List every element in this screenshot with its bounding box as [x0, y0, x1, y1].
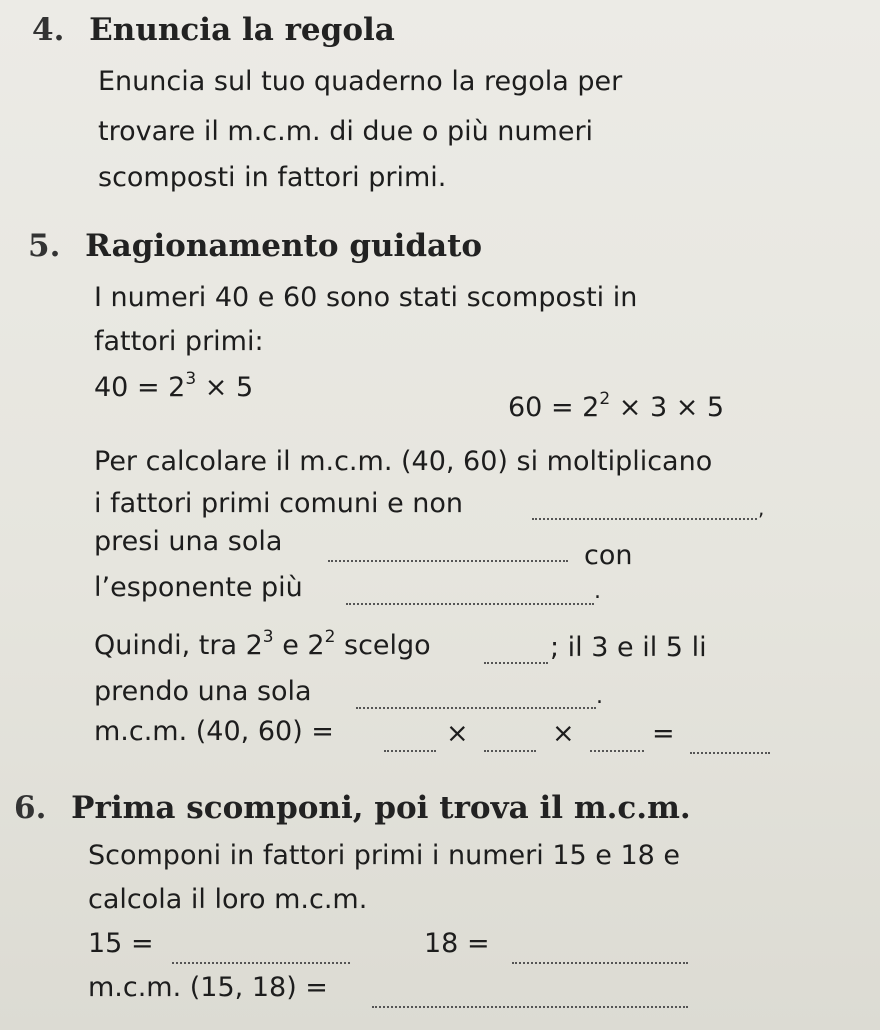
- exercise-5-intro: fattori primi:: [94, 326, 264, 357]
- exercise-4-line: scomposti in fattori primi.: [98, 162, 447, 193]
- exercise-5-paragraph: Per calcolare il m.c.m. (40, 60) si moltiplicano: [94, 446, 713, 477]
- exercise-5-heading: [28, 228, 482, 264]
- equals-sign: =: [652, 718, 675, 749]
- answer-blank[interactable]: [690, 730, 770, 754]
- punctuation: .: [596, 684, 603, 709]
- punctuation: .: [594, 579, 601, 604]
- answer-blank[interactable]: [346, 581, 594, 605]
- answer-blank[interactable]: [384, 728, 436, 752]
- exercise-4-line: trovare il m.c.m. di due o più numeri: [98, 116, 594, 147]
- answer-blank[interactable]: [372, 984, 688, 1008]
- answer-blank[interactable]: [532, 496, 757, 520]
- exercise-6-heading: [14, 790, 691, 826]
- answer-blank[interactable]: [484, 640, 548, 664]
- exercise-5-intro: I numeri 40 e 60 sono stati scomposti in: [94, 282, 638, 313]
- times-sign: ×: [552, 718, 575, 749]
- answer-blank[interactable]: [484, 728, 536, 752]
- mcm-15-18-label: m.c.m. (15, 18) =: [88, 972, 328, 1003]
- factorization-18-label: 18 =: [424, 928, 490, 959]
- exercise-4-number: 4.: [32, 12, 65, 48]
- exercise-6-line: Scomponi in fattori primi i numeri 15 e 18 e: [88, 840, 680, 871]
- answer-blank[interactable]: [328, 538, 568, 562]
- exercise-5-title: Ragionamento guidato: [85, 228, 483, 264]
- times-sign: ×: [446, 718, 469, 749]
- answer-blank[interactable]: [590, 728, 644, 752]
- exercise-6-number: 6.: [14, 790, 47, 826]
- answer-blank[interactable]: [172, 940, 350, 964]
- answer-blank[interactable]: [356, 685, 596, 709]
- exercise-5-paragraph: l’esponente più: [94, 572, 303, 603]
- exercise-5-paragraph: i fattori primi comuni e non: [94, 488, 464, 519]
- exercise-5-paragraph: con: [584, 540, 633, 571]
- exercise-4-title: Enuncia la regola: [89, 12, 395, 48]
- exercise-5-paragraph: prendo una sola: [94, 676, 312, 707]
- factorization-15-label: 15 =: [88, 928, 154, 959]
- exercise-5-number: 5.: [28, 228, 61, 264]
- factorization-40: $40 = 2^3 \times 5$: [94, 369, 254, 403]
- mcm-40-60-label: m.c.m. (40, 60) =: [94, 716, 334, 747]
- exercise-4-line: Enuncia sul tuo quaderno la regola per: [98, 66, 623, 97]
- exercise-5-paragraph: ; il 3 e il 5 li: [550, 632, 707, 663]
- exercise-4-heading: [32, 12, 395, 48]
- factorization-60: $60 = 2^2 \times 3 \times 5$: [508, 389, 725, 423]
- punctuation: ,: [758, 496, 765, 520]
- exercise-6-line: calcola il loro m.c.m.: [88, 884, 368, 915]
- exercise-6-title: Prima scomponi, poi trova il m.c.m.: [71, 790, 691, 826]
- exercise-5-choice-line: Quindi, tra $2^3$ e $2^2$ scelgo: [94, 627, 431, 661]
- exercise-5-paragraph: presi una sola: [94, 526, 283, 557]
- answer-blank[interactable]: [512, 940, 688, 964]
